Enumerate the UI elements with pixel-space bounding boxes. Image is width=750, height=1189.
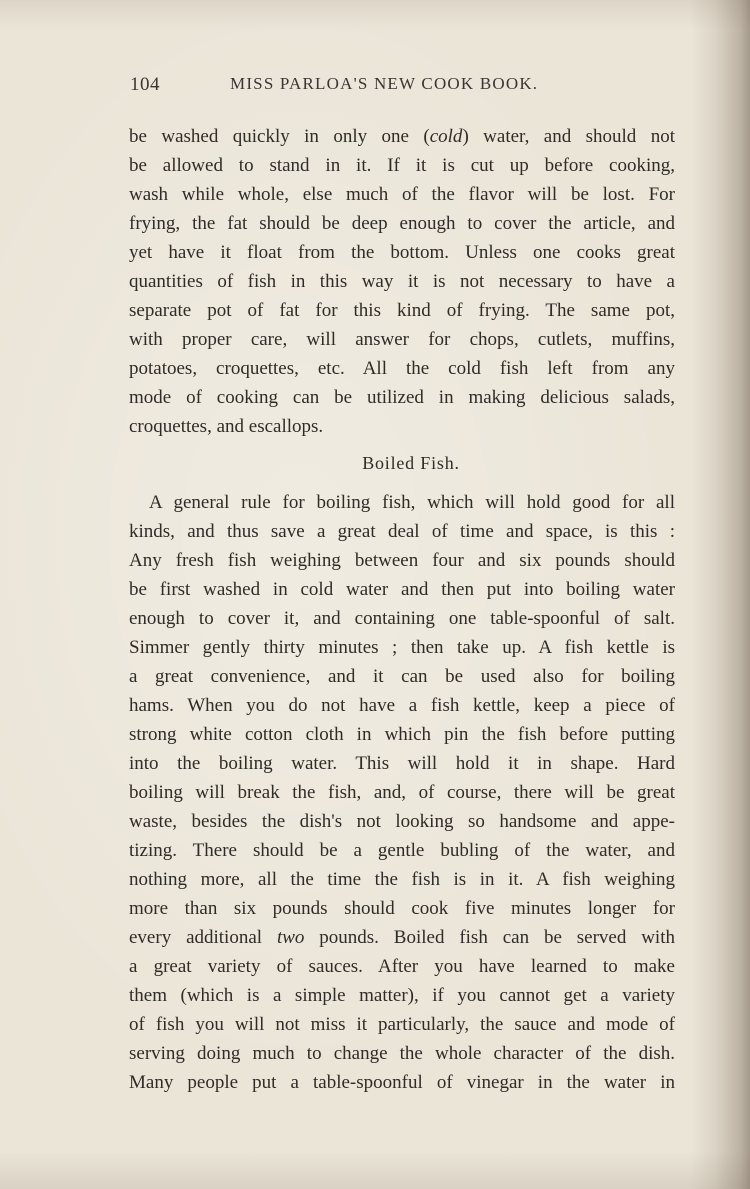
text-line: yet have it float from the bottom. Unless one cooks great — [129, 242, 675, 263]
text-line: boiling will break the fish, and, of course, there will be great — [129, 782, 675, 803]
text-line: wash while whole, else much of the flavor will be lost. For — [129, 184, 675, 205]
text-line: strong white cotton cloth in which pin the fish before putting — [129, 724, 675, 745]
text-line: waste, besides the dish's not looking so handsome and appe- — [129, 811, 675, 832]
text-line: every additional two pounds. Boiled fish can be served with — [129, 927, 675, 948]
text-line: enough to cover it, and containing one table-spoonful of salt. — [129, 608, 675, 629]
page-number: 104 — [130, 74, 160, 95]
text-line: Simmer gently thirty minutes ; then take up. A fish kettle is — [129, 637, 675, 658]
text-line: more than six pounds should cook five minutes longer for — [129, 898, 675, 919]
text-line: nothing more, all the time the fish is in it. A fish weighing — [129, 869, 675, 890]
section-heading — [129, 453, 675, 474]
text-line: quantities of fish in this way it is not necessary to have a — [129, 271, 675, 292]
text-line: Any fresh fish weighing between four and six pounds should — [129, 550, 675, 571]
text-line: of fish you will not miss it particularly, the sauce and mode of — [129, 1014, 675, 1035]
text-line: a great variety of sauces. After you have learned to make — [129, 956, 675, 977]
text-line: be washed quickly in only one (cold) water, and should not — [129, 126, 675, 147]
page-header — [130, 74, 675, 100]
section-heading-text: Boiled Fish. — [362, 453, 460, 473]
text-line: with proper care, will answer for chops, cutlets, muffins, — [129, 329, 675, 350]
running-head: MISS PARLOA'S NEW COOK BOOK. — [230, 74, 539, 93]
text-line: mode of cooking can be utilized in making delicious salads, — [129, 387, 675, 408]
text-line: frying, the fat should be deep enough to cover the article, and — [129, 213, 675, 234]
text-line: tizing. There should be a gentle bubling of the water, and — [129, 840, 675, 861]
text-line: Many people put a table-spoonful of vinegar in the water in — [129, 1072, 675, 1093]
text-line: be allowed to stand in it. If it is cut up before cooking, — [129, 155, 675, 176]
text-line: them (which is a simple matter), if you cannot get a variety — [129, 985, 675, 1006]
text-line: a great convenience, and it can be used also for boiling — [129, 666, 675, 687]
paragraph-boiled-fish — [129, 488, 675, 1097]
text-line: separate pot of fat for this kind of frying. The same pot, — [129, 300, 675, 321]
text-line: serving doing much to change the whole character of the dish. — [129, 1043, 675, 1064]
text-line: hams. When you do not have a fish kettle, keep a piece of — [129, 695, 675, 716]
text-line: A general rule for boiling fish, which will hold good for all — [149, 492, 675, 513]
text-line: croquettes, and escallops. — [129, 416, 324, 437]
text-line: potatoes, croquettes, etc. All the cold fish left from any — [129, 358, 675, 379]
text-line: into the boiling water. This will hold it in shape. Hard — [129, 753, 675, 774]
paragraph-continued — [129, 122, 675, 441]
text-line: be first washed in cold water and then put into boiling water — [129, 579, 675, 600]
text-line: kinds, and thus save a great deal of time and space, is this : — [129, 521, 675, 542]
